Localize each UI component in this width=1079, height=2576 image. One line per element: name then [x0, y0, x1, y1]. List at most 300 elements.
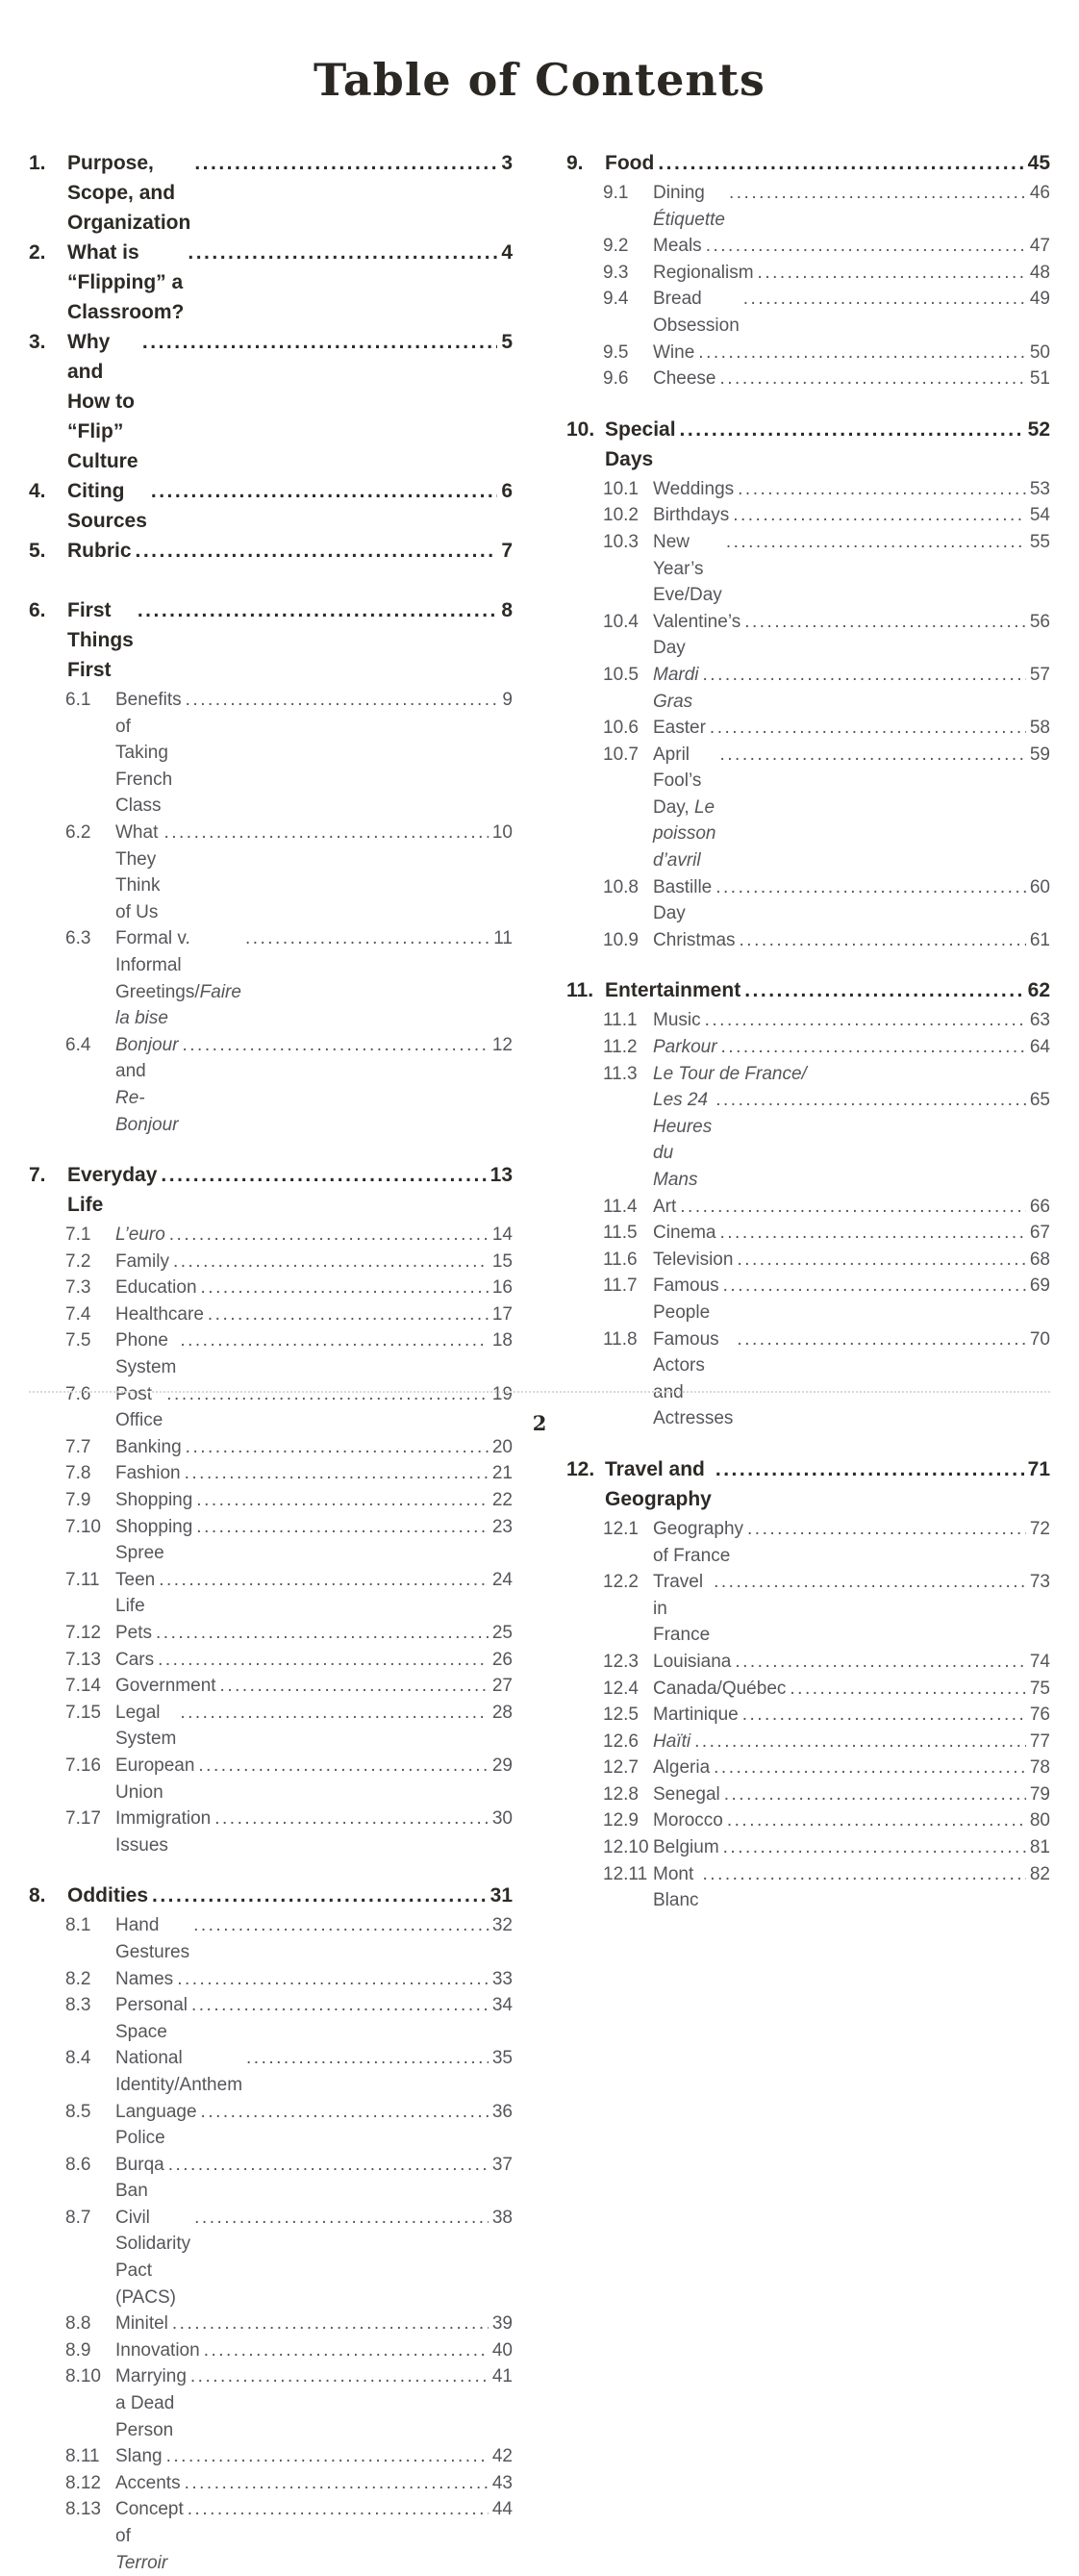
- entry-number: 3.: [29, 331, 46, 353]
- dot-leader: [214, 1806, 489, 1832]
- entry-number: 12.11: [603, 1863, 648, 1884]
- entry-title: Concept of Terroir: [115, 2499, 184, 2573]
- toc-entry: [603, 1247, 1050, 1274]
- entry-title: Why and How to “Flip” Culture: [67, 331, 138, 472]
- dot-leader: [790, 1676, 1025, 1703]
- entry-title: Hand Gestures: [115, 1915, 190, 1962]
- entry-title: Le Tour de France/: [653, 1063, 807, 1084]
- entry-number: 7.9: [65, 1490, 91, 1511]
- toc-entry: [65, 1753, 513, 1806]
- toc-entry: [603, 529, 1050, 609]
- dot-leader: [188, 2496, 489, 2523]
- entry-number: 10.: [566, 417, 595, 441]
- toc-entry: [603, 340, 1050, 366]
- entry-number: 7.3: [65, 1277, 91, 1299]
- toc-entry: [603, 260, 1050, 287]
- dot-leader: [188, 238, 497, 267]
- entry-page: 22: [491, 1490, 513, 1511]
- entry-number: 11.8: [603, 1328, 638, 1350]
- toc-entry: [65, 1806, 513, 1858]
- toc-section: [29, 238, 513, 327]
- entry-page: 28: [491, 1702, 513, 1723]
- dot-leader: [185, 2470, 489, 2497]
- entry-number: 11.: [566, 979, 594, 1002]
- entry-page: 35: [491, 2048, 513, 2069]
- entry-page: 29: [491, 1755, 513, 1776]
- toc-entry: [65, 2311, 513, 2337]
- entry-page: 51: [1029, 368, 1050, 390]
- entry-title: Education: [115, 1277, 197, 1299]
- entry-number: 7.17: [65, 1808, 101, 1830]
- entry-title: Travel and Geography: [605, 1457, 712, 1510]
- dot-leader: [183, 1032, 489, 1059]
- toc-entry: [566, 1454, 1050, 1514]
- entry-title: Mardi Gras: [653, 664, 699, 712]
- entry-title: Famous Actors and Actresses: [653, 1328, 734, 1429]
- toc-section: [566, 975, 1050, 1432]
- entry-number: 9.: [566, 152, 584, 174]
- dot-leader: [159, 1567, 489, 1594]
- entry-title: Valentine’s Day: [653, 611, 741, 659]
- entry-page: 73: [1029, 1572, 1050, 1593]
- entry-number: 7.14: [65, 1676, 101, 1697]
- entry-title: Weddings: [653, 478, 735, 499]
- entry-number: 7.10: [65, 1516, 101, 1537]
- toc-section: [566, 1454, 1050, 1914]
- toc-entry: [603, 1194, 1050, 1221]
- entry-number: 1.: [29, 152, 46, 174]
- entry-number: 10.3: [603, 531, 639, 552]
- dot-leader: [201, 2099, 489, 2126]
- dot-leader: [196, 1487, 489, 1514]
- entry-title: Entertainment: [605, 979, 741, 1002]
- toc-columns: [29, 148, 1050, 2576]
- entry-title: National Identity/Anthem: [115, 2048, 243, 2095]
- entry-title: Burqa Ban: [115, 2154, 164, 2202]
- entry-page: 15: [491, 1250, 513, 1272]
- toc-entry: [65, 1620, 513, 1647]
- entry-number: 7.5: [65, 1330, 91, 1351]
- dot-leader: [743, 286, 1026, 313]
- entry-title: Cheese: [653, 368, 716, 390]
- entry-title: Famous People: [653, 1275, 719, 1323]
- toc-entry: [65, 1460, 513, 1487]
- toc-entry: [603, 1569, 1050, 1649]
- entry-page: 62: [1027, 979, 1050, 1002]
- toc-entry: [603, 286, 1050, 339]
- entry-number: 10.6: [603, 718, 639, 739]
- entry-page: 50: [1029, 341, 1050, 363]
- dot-leader: [715, 1454, 1024, 1484]
- entry-page: 38: [491, 2207, 513, 2228]
- entry-page: 36: [491, 2101, 513, 2122]
- entry-page: 47: [1029, 236, 1050, 257]
- entry-number: 12.10: [603, 1837, 649, 1858]
- entry-number: 12.6: [603, 1730, 639, 1752]
- entry-number: 6.1: [65, 690, 91, 710]
- entry-title: Music: [653, 1010, 701, 1031]
- entry-title: Slang: [115, 2446, 163, 2467]
- dot-leader: [758, 260, 1026, 287]
- dot-leader: [194, 2205, 489, 2232]
- dot-leader: [715, 1087, 1026, 1114]
- dot-leader: [172, 2311, 489, 2337]
- entry-number: 8.13: [65, 2499, 101, 2520]
- dot-leader: [185, 1460, 489, 1487]
- entry-page: 19: [491, 1383, 513, 1404]
- entry-page: 75: [1029, 1678, 1050, 1699]
- dot-leader: [703, 662, 1026, 689]
- toc-entry: [603, 180, 1050, 233]
- entry-page: 30: [491, 1808, 513, 1830]
- entry-title: What They Think of Us: [115, 821, 161, 922]
- entry-number: 11.6: [603, 1249, 638, 1270]
- dot-leader: [680, 415, 1024, 444]
- toc-section: [29, 595, 513, 1138]
- entry-title: Wine: [653, 341, 695, 363]
- entry-number: 2.: [29, 241, 46, 264]
- dot-leader: [740, 927, 1026, 954]
- toc-entry: [603, 715, 1050, 742]
- entry-number: 12.9: [603, 1810, 639, 1831]
- entry-title: Bonjour and Re-Bonjour: [115, 1034, 179, 1135]
- dot-leader: [698, 340, 1026, 366]
- toc-entry: [65, 2496, 513, 2576]
- entry-page: 81: [1029, 1837, 1050, 1858]
- dot-leader: [658, 148, 1023, 178]
- entry-number: 10.2: [603, 505, 639, 526]
- entry-page: 77: [1029, 1730, 1050, 1752]
- entry-number: 11.7: [603, 1275, 638, 1297]
- entry-page: 76: [1029, 1705, 1050, 1726]
- dot-leader: [180, 1327, 489, 1354]
- entry-title: Names: [115, 1968, 174, 1989]
- dot-leader: [186, 687, 499, 714]
- entry-page: 40: [491, 2339, 513, 2361]
- dot-leader: [173, 1249, 489, 1275]
- entry-page: 27: [491, 1676, 513, 1697]
- toc-entry: [603, 1755, 1050, 1781]
- toc-entry: [603, 1061, 1050, 1088]
- entry-title: Mont Blanc: [653, 1863, 699, 1911]
- entry-page: 12: [491, 1034, 513, 1055]
- entry-number: 11.1: [603, 1010, 638, 1031]
- entry-title: Geography of France: [653, 1518, 744, 1566]
- entry-number: 9.3: [603, 262, 629, 283]
- toc-entry: [603, 1861, 1050, 1914]
- page-title: Table of Contents: [314, 54, 765, 106]
- toc-section: [566, 148, 1050, 392]
- entry-number: 11.4: [603, 1196, 638, 1217]
- entry-page: 48: [1029, 262, 1050, 283]
- toc-entry: [603, 1807, 1050, 1834]
- entry-title: Senegal: [653, 1783, 720, 1805]
- dot-leader: [198, 1753, 488, 1780]
- toc-subsection-list: [29, 687, 513, 1138]
- toc-entry: [603, 366, 1050, 392]
- toc-entry: [603, 1220, 1050, 1247]
- entry-page: 6: [501, 480, 513, 502]
- entry-title: Post Office: [115, 1383, 163, 1431]
- entry-number: 9.2: [603, 236, 629, 257]
- entry-number: 7.4: [65, 1303, 91, 1325]
- entry-title: Louisiana: [653, 1651, 732, 1672]
- entry-number: 8.2: [65, 1968, 91, 1989]
- entry-page: 33: [491, 1968, 513, 1989]
- entry-page: 31: [489, 1884, 513, 1907]
- toc-subsection-list: [566, 1007, 1050, 1432]
- toc-entry: [65, 2205, 513, 2311]
- dot-leader: [724, 1781, 1026, 1808]
- toc-entry: [65, 2470, 513, 2497]
- entry-title: Fashion: [115, 1463, 181, 1484]
- entry-title: Special Days: [605, 417, 676, 470]
- entry-title: Travel in France: [653, 1572, 711, 1646]
- entry-page: 52: [1027, 417, 1050, 441]
- entry-title: Belgium: [653, 1837, 719, 1858]
- dot-leader: [727, 1807, 1026, 1834]
- entry-title: European Union: [115, 1755, 195, 1803]
- toc-entry: [603, 1087, 1050, 1193]
- dot-leader: [680, 1194, 1026, 1221]
- entry-page: 26: [491, 1649, 513, 1670]
- entry-page: 10: [491, 821, 513, 843]
- dot-leader: [142, 327, 497, 357]
- entry-number: 6.: [29, 599, 46, 621]
- entry-number: 8.8: [65, 2313, 91, 2335]
- entry-page: 21: [491, 1463, 513, 1484]
- toc-column-left: [29, 148, 513, 2576]
- dot-leader: [138, 595, 497, 625]
- entry-page: 3: [501, 152, 513, 174]
- entry-title: Healthcare: [115, 1303, 204, 1325]
- toc-entry: [29, 238, 513, 327]
- entry-number: 12.4: [603, 1678, 639, 1699]
- entry-title: Pets: [115, 1623, 153, 1643]
- entry-title: Civil Solidarity Pact (PACS): [115, 2207, 191, 2308]
- dot-leader: [156, 1620, 489, 1647]
- dot-leader: [151, 476, 497, 506]
- toc-section: [29, 1160, 513, 1858]
- entry-page: 69: [1029, 1275, 1050, 1297]
- toc-entry: [603, 609, 1050, 662]
- toc-entry: [603, 233, 1050, 260]
- entry-number: 8.10: [65, 2366, 101, 2387]
- entry-number: 8.12: [65, 2472, 101, 2493]
- entry-page: 54: [1029, 505, 1050, 526]
- dot-leader: [719, 742, 1025, 769]
- entry-page: 16: [491, 1277, 513, 1299]
- entry-page: 34: [491, 1995, 513, 2016]
- entry-number: 11.3: [603, 1063, 638, 1084]
- toc-entry: [29, 536, 513, 566]
- entry-title: Meals: [653, 236, 702, 257]
- entry-page: 72: [1029, 1518, 1050, 1539]
- toc-entry: [65, 1647, 513, 1674]
- dot-leader: [220, 1673, 489, 1700]
- entry-page: 64: [1029, 1037, 1050, 1058]
- dot-leader: [714, 1755, 1026, 1781]
- entry-title: Canada/Québec: [653, 1678, 787, 1699]
- dot-leader: [737, 1247, 1025, 1274]
- entry-title: Bastille Day: [653, 876, 713, 924]
- toc-entry: [65, 2363, 513, 2443]
- entry-page: 43: [491, 2472, 513, 2493]
- entry-page: 70: [1029, 1328, 1050, 1350]
- entry-number: 8.11: [65, 2446, 100, 2467]
- toc-entry: [603, 1729, 1050, 1755]
- toc-entry: [65, 2337, 513, 2364]
- toc-entry: [65, 1222, 513, 1249]
- entry-number: 9.4: [603, 289, 629, 310]
- entry-number: 6.3: [65, 928, 91, 949]
- dot-leader: [201, 1275, 489, 1301]
- entry-page: 57: [1029, 664, 1050, 685]
- entry-page: 66: [1029, 1196, 1050, 1217]
- entry-title: Easter: [653, 718, 706, 739]
- entry-title: Christmas: [653, 929, 736, 950]
- dot-leader: [245, 925, 489, 952]
- entry-title: Food: [605, 152, 655, 174]
- entry-title: Art: [653, 1196, 677, 1217]
- entry-number: 10.8: [603, 876, 639, 897]
- entry-number: 7.15: [65, 1702, 101, 1723]
- entry-number: 11.2: [603, 1037, 638, 1058]
- entry-title: Cinema: [653, 1223, 716, 1244]
- entry-title: Shopping Spree: [115, 1516, 193, 1564]
- dot-leader: [723, 1273, 1026, 1300]
- toc-section: [29, 476, 513, 536]
- entry-title: Martinique: [653, 1705, 739, 1726]
- toc-entry: [29, 476, 513, 536]
- dot-leader: [737, 1326, 1025, 1353]
- entry-page: 74: [1029, 1651, 1050, 1672]
- entry-number: 7.12: [65, 1623, 101, 1643]
- page-number: 2: [532, 1411, 547, 1435]
- entry-title: Marrying a Dead Person: [115, 2366, 187, 2440]
- dot-leader: [710, 715, 1026, 742]
- entry-title: Morocco: [653, 1810, 723, 1831]
- toc-subsection-list: [566, 180, 1050, 392]
- toc-entry: [65, 1487, 513, 1514]
- dot-leader: [721, 1034, 1026, 1061]
- entry-number: 7.1: [65, 1225, 91, 1246]
- toc-entry: [603, 1516, 1050, 1569]
- toc-entry: [65, 1966, 513, 1993]
- dot-leader: [177, 1966, 489, 1993]
- toc-entry: [65, 2045, 513, 2098]
- entry-title: Language Police: [115, 2101, 197, 2149]
- toc-entry: [65, 1434, 513, 1461]
- entry-number: 10.4: [603, 611, 639, 632]
- entry-title: Parkour: [653, 1037, 717, 1058]
- dot-leader: [719, 1220, 1025, 1247]
- entry-page: 32: [491, 1915, 513, 1936]
- toc-subsection-list: [566, 476, 1050, 954]
- toc-entry: [566, 148, 1050, 178]
- entry-page: 4: [501, 241, 513, 264]
- dot-leader: [706, 233, 1026, 260]
- entry-page: 13: [489, 1164, 513, 1187]
- entry-title: Benefits of Taking French Class: [115, 690, 182, 817]
- dot-leader: [166, 1381, 489, 1408]
- entry-number: 8.7: [65, 2207, 91, 2228]
- entry-page: 41: [491, 2366, 513, 2387]
- entry-page: 53: [1029, 478, 1050, 499]
- entry-title: L’euro: [115, 1225, 165, 1246]
- dot-leader: [729, 180, 1026, 207]
- toc-section: [29, 1881, 513, 2576]
- toc-entry: [603, 662, 1050, 715]
- dot-leader: [196, 1514, 489, 1541]
- toc-entry: [65, 1992, 513, 2045]
- entry-number: 9.1: [603, 183, 629, 203]
- entry-number: 8.6: [65, 2154, 91, 2175]
- entry-title: Birthdays: [653, 505, 730, 526]
- entry-title: Immigration Issues: [115, 1808, 212, 1856]
- entry-title: Shopping: [115, 1490, 193, 1511]
- entry-page: 25: [491, 1623, 513, 1643]
- entry-number: 9.5: [603, 341, 629, 363]
- entry-page: 60: [1029, 876, 1050, 897]
- entry-number: 7.11: [65, 1569, 100, 1590]
- entry-title: April Fool’s Day, Le poisson d’avril: [653, 744, 716, 871]
- toc-entry: [29, 1881, 513, 1910]
- dot-leader: [738, 476, 1026, 503]
- dot-leader: [152, 1881, 487, 1910]
- toc-entry: [603, 927, 1050, 954]
- entry-title: Cars: [115, 1649, 155, 1670]
- toc-entry: [65, 687, 513, 820]
- entry-page: 58: [1029, 718, 1050, 739]
- toc-entry: [603, 742, 1050, 874]
- dot-leader: [186, 1434, 489, 1461]
- entry-page: 9: [502, 690, 513, 710]
- toc-entry: [603, 1007, 1050, 1034]
- entry-number: 12.7: [603, 1757, 639, 1779]
- entry-page: 20: [491, 1436, 513, 1457]
- entry-page: 65: [1029, 1090, 1050, 1111]
- dot-leader: [246, 2045, 489, 2072]
- entry-title: Accents: [115, 2472, 181, 2493]
- toc-entry: [65, 2099, 513, 2152]
- toc-entry: [603, 1676, 1050, 1703]
- entry-title: Algeria: [653, 1757, 711, 1779]
- toc-subsection-list: [29, 1222, 513, 1858]
- entry-number: 5.: [29, 540, 46, 562]
- toc-subsection-list: [566, 1516, 1050, 1914]
- entry-title: Formal v. Informal Greetings/Faire la bise: [115, 928, 241, 1029]
- dot-leader: [136, 536, 498, 566]
- dot-leader: [158, 1647, 489, 1674]
- footer-divider: [29, 1391, 1050, 1393]
- toc-entry: [65, 1275, 513, 1301]
- dot-leader: [168, 2152, 489, 2179]
- entry-number: 8.3: [65, 1995, 91, 2016]
- entry-page: 23: [491, 1516, 513, 1537]
- entry-title: Family: [115, 1250, 169, 1272]
- entry-number: 12.3: [603, 1651, 639, 1672]
- toc-entry: [65, 1301, 513, 1328]
- dot-leader: [720, 366, 1026, 392]
- entry-number: 12.1: [603, 1518, 639, 1539]
- entry-title: Innovation: [115, 2339, 200, 2361]
- toc-entry: [65, 1514, 513, 1567]
- toc-entry: [65, 1249, 513, 1275]
- toc-entry: [603, 502, 1050, 529]
- entry-page: 61: [1029, 929, 1050, 950]
- entry-number: 12.8: [603, 1783, 639, 1805]
